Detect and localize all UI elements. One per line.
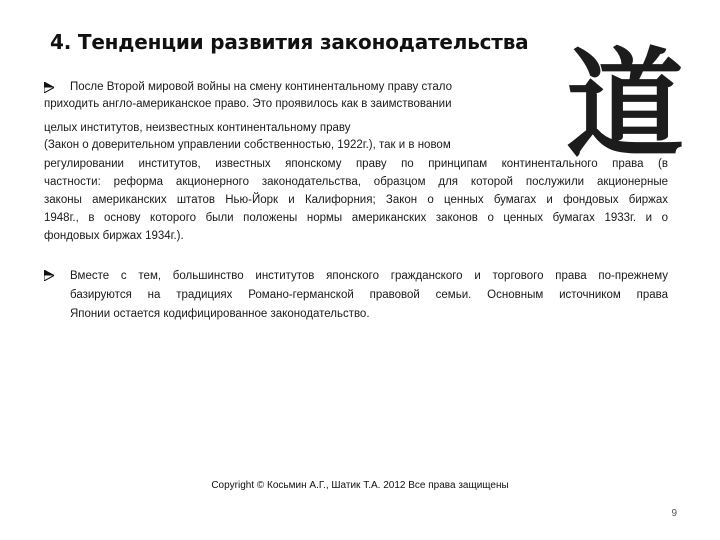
arrow-bullet-icon — [44, 82, 54, 93]
bullet1-line: частности: реформа акционерного законодательства, образцом для которой послужили акционерные — [44, 176, 668, 188]
bullet1-line: регулировании институтов, известных японскому праву по принципам континентального права (в — [44, 158, 668, 170]
page-number: 9 — [671, 508, 677, 519]
bullet2-line: Вместе с тем, большинство институтов японского гражданского и торгового права по-прежнему — [70, 270, 668, 282]
bullet1-line: 1948г., в основу которого были положены нормы американских законов о ценных бумагах 1933г. и о — [44, 212, 668, 224]
bullet1-line: приходить англо-американское право. Это проявилось как в заимствовании — [44, 98, 452, 110]
bullet2-line: Японии остается кодифицированное законодательство. — [70, 308, 370, 320]
bullet1-line: целых институтов, неизвестных континентальному праву — [44, 122, 351, 134]
bullet1-line: После Второй мировой войны на смену континентальному праву стало — [70, 81, 452, 93]
copyright-footer: Copyright © Косьмин А.Г., Шатик Т.А. 2012 Все права защищены — [211, 480, 509, 491]
bullet1-line: фондовых биржах 1934г.). — [44, 230, 184, 242]
arrow-bullet-icon — [44, 270, 54, 281]
slide-title: 4. Тенденции развития законодательства — [50, 30, 529, 54]
bullet1-line: (Закон о доверительном управлении собственностью, 1922г.), так и в новом — [44, 139, 451, 151]
bullet2-line: базируются на традициях Романо-германской правовой семьи. Основным источником права — [70, 289, 668, 301]
calligraphy-glyph: 道 — [565, 35, 685, 164]
calligraphy-dao-image — [560, 34, 690, 164]
bullet1-line: законы американских штатов Нью-Йорк и Калифорния; Закон о ценных бумагах и фондовых биржах — [44, 194, 668, 206]
